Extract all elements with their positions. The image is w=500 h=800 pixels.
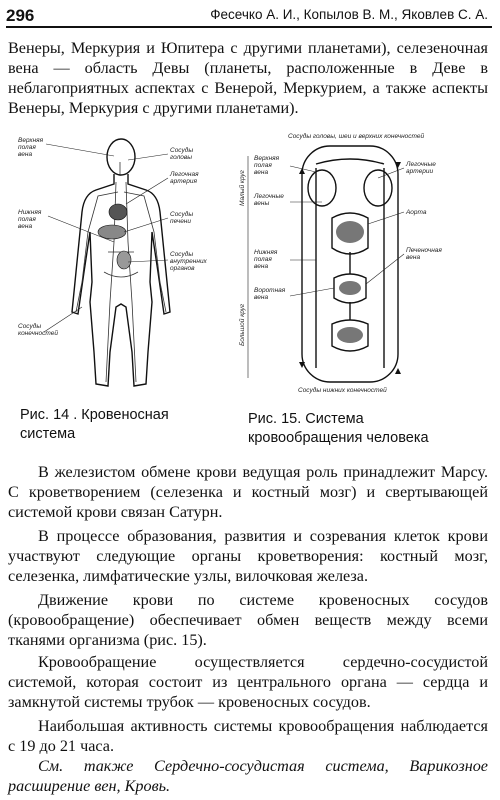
running-head-authors: Фесечко А. И., Копылов В. М., Яковлев С. А. <box>210 7 488 22</box>
svg-text:конечностей: конечностей <box>18 330 58 337</box>
svg-text:вена: вена <box>254 263 269 270</box>
paragraph-3: Движение крови по системе кровеносных сосудов (кровообращение) обеспечивает обмен веществ между всеми тканями организма (рис. 15). <box>8 591 488 649</box>
svg-text:Сосуды: Сосуды <box>18 323 42 330</box>
svg-text:артерия: артерия <box>170 178 197 185</box>
svg-text:вена: вена <box>254 169 269 176</box>
header-rule <box>6 26 492 28</box>
svg-text:вена: вена <box>254 294 269 301</box>
figure-14-caption: Рис. 14 . Кровеносная система <box>20 407 169 442</box>
figure-15-illustration <box>236 128 468 396</box>
svg-text:головы: головы <box>170 154 193 161</box>
svg-text:Печеночная: Печеночная <box>406 247 442 254</box>
svg-text:вена: вена <box>406 254 421 261</box>
svg-text:органов: органов <box>170 265 195 272</box>
svg-text:Легочные: Легочные <box>406 161 436 168</box>
svg-text:Большой круг: Большой круг <box>239 303 246 346</box>
svg-text:Сосуды головы, шеи и верхних к: Сосуды головы, шеи и верхних конечностей <box>288 133 425 140</box>
see-also-note: См. также Сердечно-сосудистая система, Варикозное расширение вен, Кровь. <box>8 757 488 795</box>
svg-text:Аорта: Аорта <box>406 209 427 216</box>
figure-14-illustration <box>18 132 228 394</box>
figure-15-caption: Рис. 15. Система кровообращения человека <box>248 411 429 446</box>
svg-text:Сосуды нижних конечностей: Сосуды нижних конечностей <box>298 387 387 394</box>
svg-text:Сосуды: Сосуды <box>170 147 194 154</box>
svg-text:Воротная: Воротная <box>254 287 286 294</box>
svg-text:полая: полая <box>18 144 36 151</box>
page-number: 296 <box>6 6 35 25</box>
svg-text:внутренних: внутренних <box>170 258 207 265</box>
svg-text:вена: вена <box>18 151 33 158</box>
svg-text:вены: вены <box>254 200 270 207</box>
paragraph-5: Наибольшая активность системы кровообращения наблюдается с 19 до 21 часа. <box>8 717 488 755</box>
paragraph-2: В процессе образования, развития и созревания клеток крови участвуют следующие органы кроветворения: костный мозг, селезенка, лимфатические узлы, вилочковая железа. <box>8 527 488 585</box>
svg-text:Верхняя: Верхняя <box>254 155 280 162</box>
svg-text:печени: печени <box>170 218 191 225</box>
svg-text:Верхняя: Верхняя <box>18 137 44 144</box>
svg-text:Сосуды: Сосуды <box>170 211 194 218</box>
page-header <box>6 6 492 24</box>
paragraph-1: В железистом обмене крови ведущая роль принадлежит Марсу. С кроветворением (селезенка и костный мозг) и свертывающей системой крови связан Сатурн. <box>8 463 488 521</box>
svg-text:артерии: артерии <box>406 168 434 175</box>
intro-paragraph: Венеры, Меркурия и Юпитера с другими планетами), селезеночная вена — область Девы (планеты, расположенные в Деве в неблагоприятных аспектах с Венерой, Меркурием, а также аспекты Венеры, Меркурия с другими планетами). <box>8 39 488 117</box>
svg-text:Нижняя: Нижняя <box>254 249 278 256</box>
svg-text:Малый круг: Малый круг <box>239 170 246 206</box>
svg-text:полая: полая <box>254 256 272 263</box>
svg-text:Нижняя: Нижняя <box>18 209 42 216</box>
svg-text:вена: вена <box>18 223 33 230</box>
svg-text:Сосуды: Сосуды <box>170 251 194 258</box>
svg-text:Легочная: Легочная <box>170 171 199 178</box>
svg-text:Легочные: Легочные <box>254 193 284 200</box>
paragraph-4: Кровообращение осуществляется сердечно-сосудистой системой, которая состоит из центрального органа — сердца и замкнутой системы трубок — кровеносных сосудов. <box>8 653 488 711</box>
svg-text:полая: полая <box>18 216 36 223</box>
svg-text:полая: полая <box>254 162 272 169</box>
